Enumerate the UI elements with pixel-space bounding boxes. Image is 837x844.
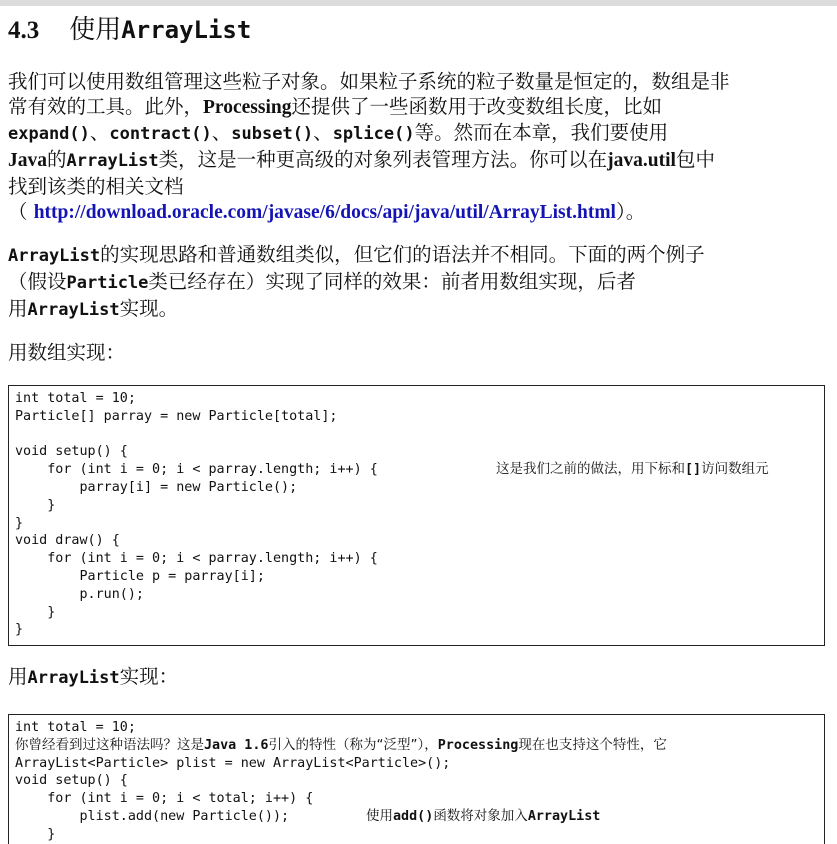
arraylist-paragraph [8,242,830,323]
code-line: parray[i] = new Particle(); [15,479,298,495]
code-line: } [15,497,56,513]
code-line: for (int i = 0; i < parray.length; i++) { [15,551,378,567]
arraylist-docs-link[interactable]: http://download.oracle.com/javase/6/docs/api/java/util/ArrayList.html [33,202,616,223]
code-line: int total = 10; [15,391,136,406]
code-line: } [15,622,24,638]
code-line: Particle[] parray = new Particle[total]; [15,408,338,424]
section-number: 4.3 [8,17,40,44]
array-code-block [8,385,825,646]
code-note-line: 你曾经看到过这种语法吗？这是Java 1.6引入的特性（称为“泛型”），Processing现在也支持这个特性，它 [15,736,667,753]
code-line: } [15,826,56,842]
arraylist-impl-label: 用ArrayList实现： [8,665,179,688]
intro-paragraph [8,69,830,225]
intro-line-1: 我们可以使用数组管理这些粒子对象。如果粒子系统的粒子数量是恒定的，数组是非 [8,70,730,93]
section-title-prefix: 使用 [69,15,122,45]
code-line: ArrayList<Particle> plist = new ArrayList<Particle>(); [15,755,451,771]
code-annotation: 使用add()函数将对象加入ArrayList [366,807,601,824]
code-line-with-annotation: plist.add(new Particle()); 使用add()函数将对象加入ArrayList [15,807,601,824]
intro-line-5: 找到该类的相关文档 [8,175,184,198]
intro-line-4: Java的ArrayList类，这是一种更高级的对象列表管理方法。你可以在java.util包中 [8,148,715,171]
intro-line-3: expand()、contract()、subset()、splice()等。然而在本章，我们要使用 [8,121,669,144]
code-line: int total = 10; [15,720,136,735]
code-line: p.run(); [15,586,144,602]
section-title-code: ArrayList [121,16,252,44]
document-page [8,6,830,365]
code-line: for (int i = 0; i < total; i++) { [15,791,314,807]
intro-line-6: （ http://download.oracle.com/javase/6/docs/api/java/util/ArrayList.html）。 [8,200,646,223]
arraylist-line-2: （假设Particle类已经存在）实现了同样的效果：前者用数组实现，后者 [8,270,636,293]
array-impl-label: 用数组实现： [8,341,126,364]
arraylist-line-3: 用ArrayList实现。 [8,297,179,320]
code-line: } [15,604,56,620]
code-line: void draw() { [15,533,120,549]
arraylist-code-block [8,714,825,844]
intro-line-2: 常有效的工具。此外，Processing还提供了一些函数用于改变数组长度，比如 [8,95,662,118]
arraylist-impl-section [8,664,830,691]
code-line: Particle p = parray[i]; [15,568,265,584]
code-line-with-annotation: for (int i = 0; i < parray.length; i++) { 这是我们之前的做法，用下标和[]访问数组元 [15,461,769,478]
section-heading [8,6,830,55]
code-line: void setup() { [15,773,128,789]
code-line: } [15,515,24,531]
code-annotation: 这是我们之前的做法，用下标和[]访问数组元 [496,461,769,478]
code-line: void setup() { [15,444,128,460]
arraylist-line-1: ArrayList的实现思路和普通数组类似，但它们的语法并不相同。下面的两个例子 [8,243,705,266]
code-line [15,426,824,444]
